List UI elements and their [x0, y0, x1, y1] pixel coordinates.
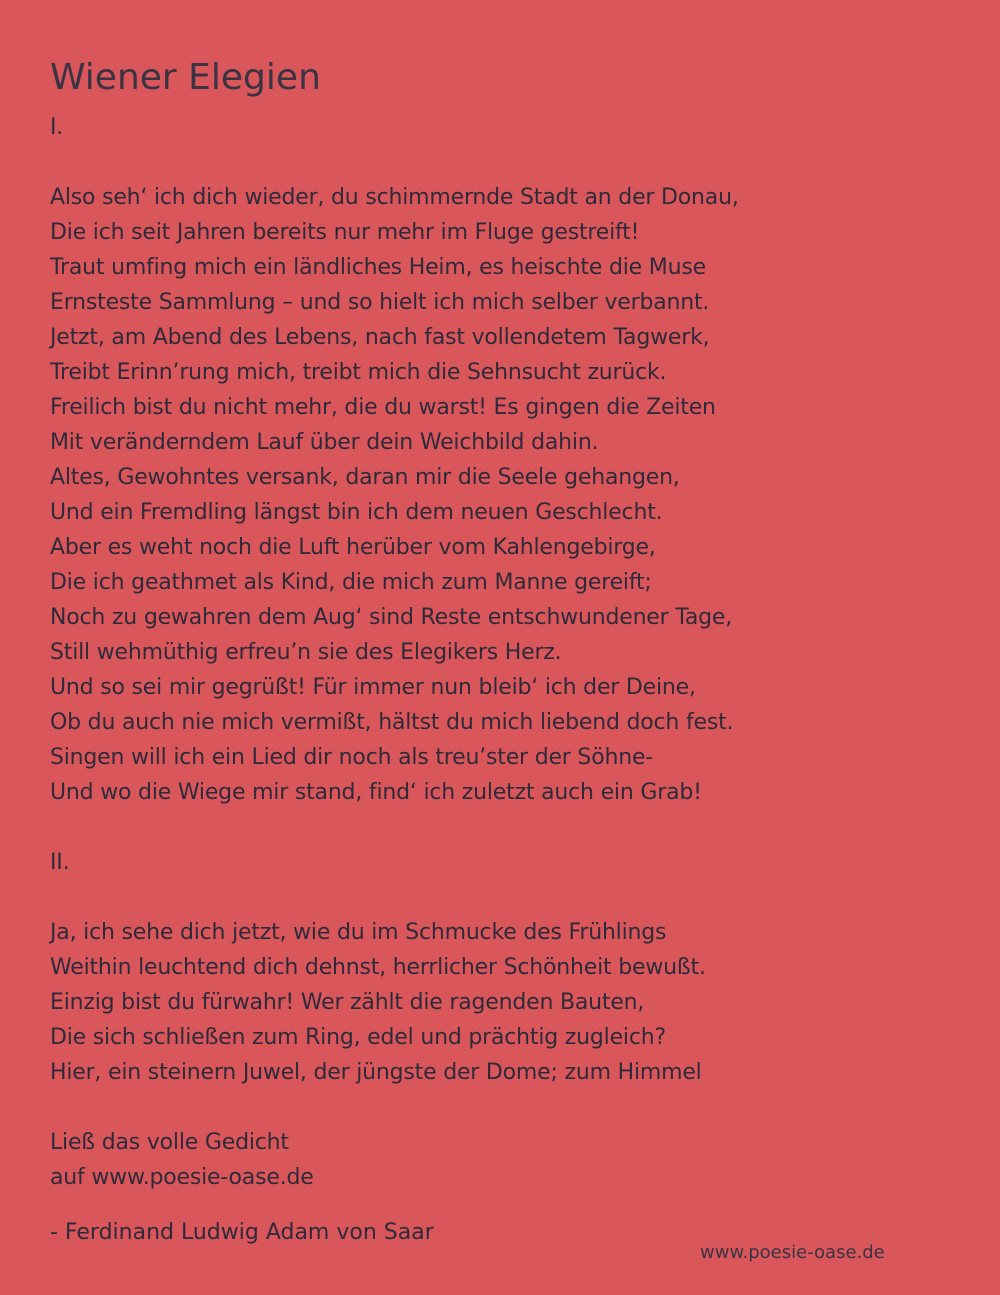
verse-line: Traut umfing mich ein ländliches Heim, es heischte die Muse: [50, 255, 706, 280]
verse-line: Weithin leuchtend dich dehnst, herrlicher Schönheit bewußt.: [50, 955, 706, 980]
verse-line: Aber es weht noch die Luft herüber vom Kahlengebirge,: [50, 535, 656, 560]
verse-line: Die ich geathmet als Kind, die mich zum Manne gereift;: [50, 570, 652, 595]
site-watermark: www.poesie-oase.de: [700, 1242, 885, 1263]
read-more-link[interactable]: auf www.poesie-oase.de: [50, 1165, 314, 1190]
verse-line: Hier, ein steinern Juwel, der jüngste der Dome; zum Himmel: [50, 1060, 702, 1085]
poem-author: - Ferdinand Ludwig Adam von Saar: [50, 1220, 434, 1245]
verse-line: Einzig bist du fürwahr! Wer zählt die ragenden Bauten,: [50, 990, 645, 1015]
verse-line: Und ein Fremdling längst bin ich dem neuen Geschlecht.: [50, 500, 663, 525]
stanza-two: [50, 915, 950, 1090]
verse-line: Still wehmüthig erfreu’n sie des Elegikers Herz.: [50, 640, 562, 665]
verse-line: Singen will ich ein Lied dir noch als treu’ster der Söhne-: [50, 745, 654, 770]
stanza-one: [50, 180, 950, 810]
stanza-gap: [50, 810, 950, 845]
stanza-gap: [50, 1090, 950, 1125]
stanza-gap: [50, 880, 950, 915]
verse-line: Altes, Gewohntes versank, daran mir die Seele gehangen,: [50, 465, 680, 490]
verse-line: Mit veränderndem Lauf über dein Weichbild dahin.: [50, 430, 599, 455]
verse-line: Ernsteste Sammlung – und so hielt ich mich selber verbannt.: [50, 290, 710, 315]
section-numeral: I.: [50, 115, 64, 140]
poem-page: [50, 56, 950, 1250]
verse-line: Jetzt, am Abend des Lebens, nach fast vollendetem Tagwerk,: [50, 325, 710, 350]
section-numeral: II.: [50, 850, 70, 875]
verse-line: Noch zu gewahren dem Aug‘ sind Reste entschwundener Tage,: [50, 605, 733, 630]
verse-line: Die sich schließen zum Ring, edel und prächtig zugleich?: [50, 1025, 666, 1050]
verse-line: Ja, ich sehe dich jetzt, wie du im Schmucke des Frühlings: [50, 920, 667, 945]
verse-line: Also seh‘ ich dich wieder, du schimmernde Stadt an der Donau,: [50, 185, 739, 210]
read-more-text: Ließ das volle Gedicht: [50, 1130, 289, 1155]
verse-line: Ob du auch nie mich vermißt, hältst du mich liebend doch fest.: [50, 710, 734, 735]
stanza-gap: [50, 145, 950, 180]
verse-line: Freilich bist du nicht mehr, die du warst! Es gingen die Zeiten: [50, 395, 716, 420]
verse-line: Die ich seit Jahren bereits nur mehr im Fluge gestreift!: [50, 220, 640, 245]
verse-line: Treibt Erinn’rung mich, treibt mich die Sehnsucht zurück.: [50, 360, 667, 385]
poem-title: Wiener Elegien: [50, 57, 321, 98]
verse-line: Und so sei mir gegrüßt! Für immer nun bleib‘ ich der Deine,: [50, 675, 696, 700]
verse-line: Und wo die Wiege mir stand, find‘ ich zuletzt auch ein Grab!: [50, 780, 702, 805]
